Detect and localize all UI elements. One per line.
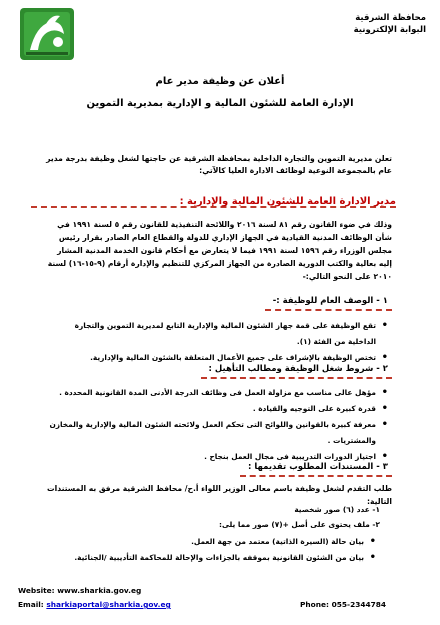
portal-name: البوابة الإلكترونية xyxy=(353,25,426,35)
list-item: ١- عدد (٦) صور شخصية xyxy=(294,505,380,514)
list-item: • مؤهل عالى مناسب مع مزاولة العمل فى وظائف الدرجة الأدنى المدة القانونية المحددة . xyxy=(48,385,388,401)
footer-phone xyxy=(300,600,386,609)
department-title: الإدارة العامة للشئون المالية و الإدارية بمديرية التموين xyxy=(86,98,354,109)
email-link[interactable]: sharkiaportal@sharkia.gov.eg xyxy=(46,600,171,609)
list-item: • تختص الوظيفة بالإشراف على جميع الأعمال المتعلقة بالشئون المالية والإدارية. xyxy=(48,350,388,366)
list-item: • اجتياز الدورات التدريبية فى مجال العمل بنجاح . xyxy=(48,449,388,465)
list-item: • قدرة كبيرة على التوجيه والقيادة . xyxy=(48,401,388,417)
website-label: Website: xyxy=(18,586,55,595)
intro-paragraph: تعلن مديرية التموين والتجارة الداخلية بمحافظة الشرقية عن حاجتها لشغل وظيفة بدرجة مدير عام بالمجموعة النوعية لوظائف الادارة العليا كالآتي: xyxy=(46,154,392,175)
application-request-text: طلب التقدم لشغل وظيفة باسم معالى الوزير اللواء أ.ح/ محافظ الشرقية مرفق به المستندات التالية: xyxy=(46,484,392,506)
email-label: Email: xyxy=(18,600,44,609)
documents-numbered-list xyxy=(50,502,380,532)
announcement-title: أعلان عن وظيفة مدير عام xyxy=(155,76,285,87)
phone-label: Phone: xyxy=(300,600,329,609)
section-heading-job-description: ١ - الوصف العام للوظيفة :- xyxy=(265,296,392,311)
list-item: • تقع الوظيفة على قمة جهاز الشئون المالية والإدارية التابع لمديرية التموين والتجارة الداخلية من الفئة (١). xyxy=(48,318,388,350)
header-organization xyxy=(354,12,426,36)
footer-email xyxy=(18,600,171,609)
list-item: • معرفة كبيرة بالقوانين واللوائح التى تحكم العمل ولائحته الشئون المالية والإدارية والمخازن والمشتريات . xyxy=(48,417,388,449)
website-link[interactable]: www.sharkia.gov.eg xyxy=(57,586,142,595)
documents-sub-list xyxy=(56,534,376,566)
list-item: • بيان من الشئون القانونية بموقفه بالجزاءات والإحالة للمحاكمة التأديبية /الجنائية. xyxy=(56,550,376,566)
footer-website xyxy=(18,586,141,595)
list-item: ٢- ملف يحتوى على أصل +(٧) صور مما يلى: xyxy=(219,520,380,529)
requirements-list xyxy=(48,385,388,465)
governorate-logo xyxy=(16,6,78,62)
legal-basis-paragraph: وذلك في ضوء القانون رقم ٨١ لسنة ٢٠١٦ واللائحة التنفيذية للقانون رقم ٥ لسنة ١٩٩١ في شأن الوظائف المدنية القيادية في الجهاز الإداري للدولة والقطاع العام الصادر بقرار رئيس مجلس الوزراء رقم ١٥٩٦ لسنة ١٩٩١ فيما لا يتعارض مع أحكام قانون الخدمة المدنية المشار إليه بعالية والكتب الدورية الصادرة من الجهاز المركزي للتنظيم والإدارة أرقام (٩-١٥-١٦) لسنة ٢٠١٠ على النحو التالي:- xyxy=(47,220,392,281)
list-item: • بيان حالة (السيرة الذاتية) معتمد من جهة العمل. xyxy=(56,534,376,550)
job-description-list xyxy=(48,318,388,366)
section-heading-documents: ٣ - المستندات المطلوب تقديمها : xyxy=(240,462,392,477)
section-heading-requirements: ٢ - شروط شغل الوظيفة ومطالب التأهيل : xyxy=(201,364,392,379)
main-section-label: مدير الادارة العامة للشئون المالية والإدارية : xyxy=(179,196,396,207)
main-section-heading xyxy=(31,189,396,208)
org-name: محافظة الشرقية xyxy=(355,13,426,23)
phone-number: 055-2344784 xyxy=(331,600,387,609)
